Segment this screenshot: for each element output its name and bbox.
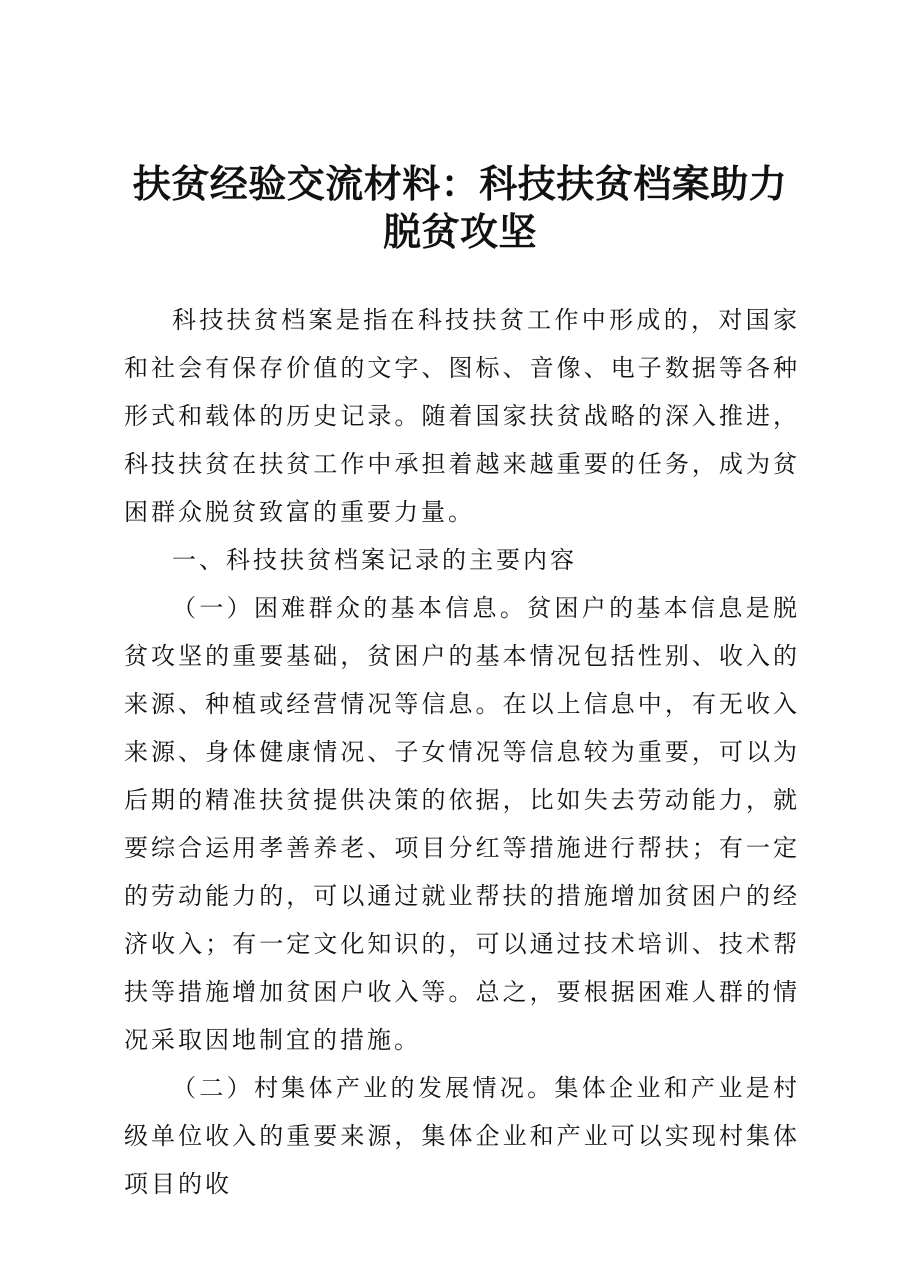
document-body xyxy=(124,296,800,1208)
intro-paragraph: 科技扶贫档案是指在科技扶贫工作中形成的，对国家和社会有保存价值的文字、图标、音像、电子数据等各种形式和载体的历史记录。随着国家扶贫战略的深入推进，科技扶贫在扶贫工作中承担着越来越重要的任务，成为贫困群众脱贫致富的重要力量。 xyxy=(124,306,800,526)
section-heading: 一、科技扶贫档案记录的主要内容 xyxy=(172,546,577,574)
document-title: 扶贫经验交流材料：科技扶贫档案助力脱贫攻坚 xyxy=(132,162,788,254)
subsection-paragraph-1: （一）困难群众的基本信息。贫困户的基本信息是脱贫攻坚的重要基础，贫困户的基本情况包括性别、收入的来源、种植或经营情况等信息。在以上信息中，有无收入来源、身体健康情况、子女情况等信息较为重要，可以为后期的精准扶贫提供决策的依据，比如失去劳动能力，就要综合运用孝善养老、项目分红等措施进行帮扶；有一定的劳动能力的，可以通过就业帮扶的措施增加贫困户的经济收入；有一定文化知识的，可以通过技术培训、技术帮扶等措施增加贫困户收入等。总之，要根据困难人群的情况采取因地制宜的措施。 xyxy=(124,594,800,1054)
subsection-paragraph-2: （二）村集体产业的发展情况。集体企业和产业是村级单位收入的重要来源，集体企业和产业可以实现村集体项目的收 xyxy=(124,1074,800,1198)
